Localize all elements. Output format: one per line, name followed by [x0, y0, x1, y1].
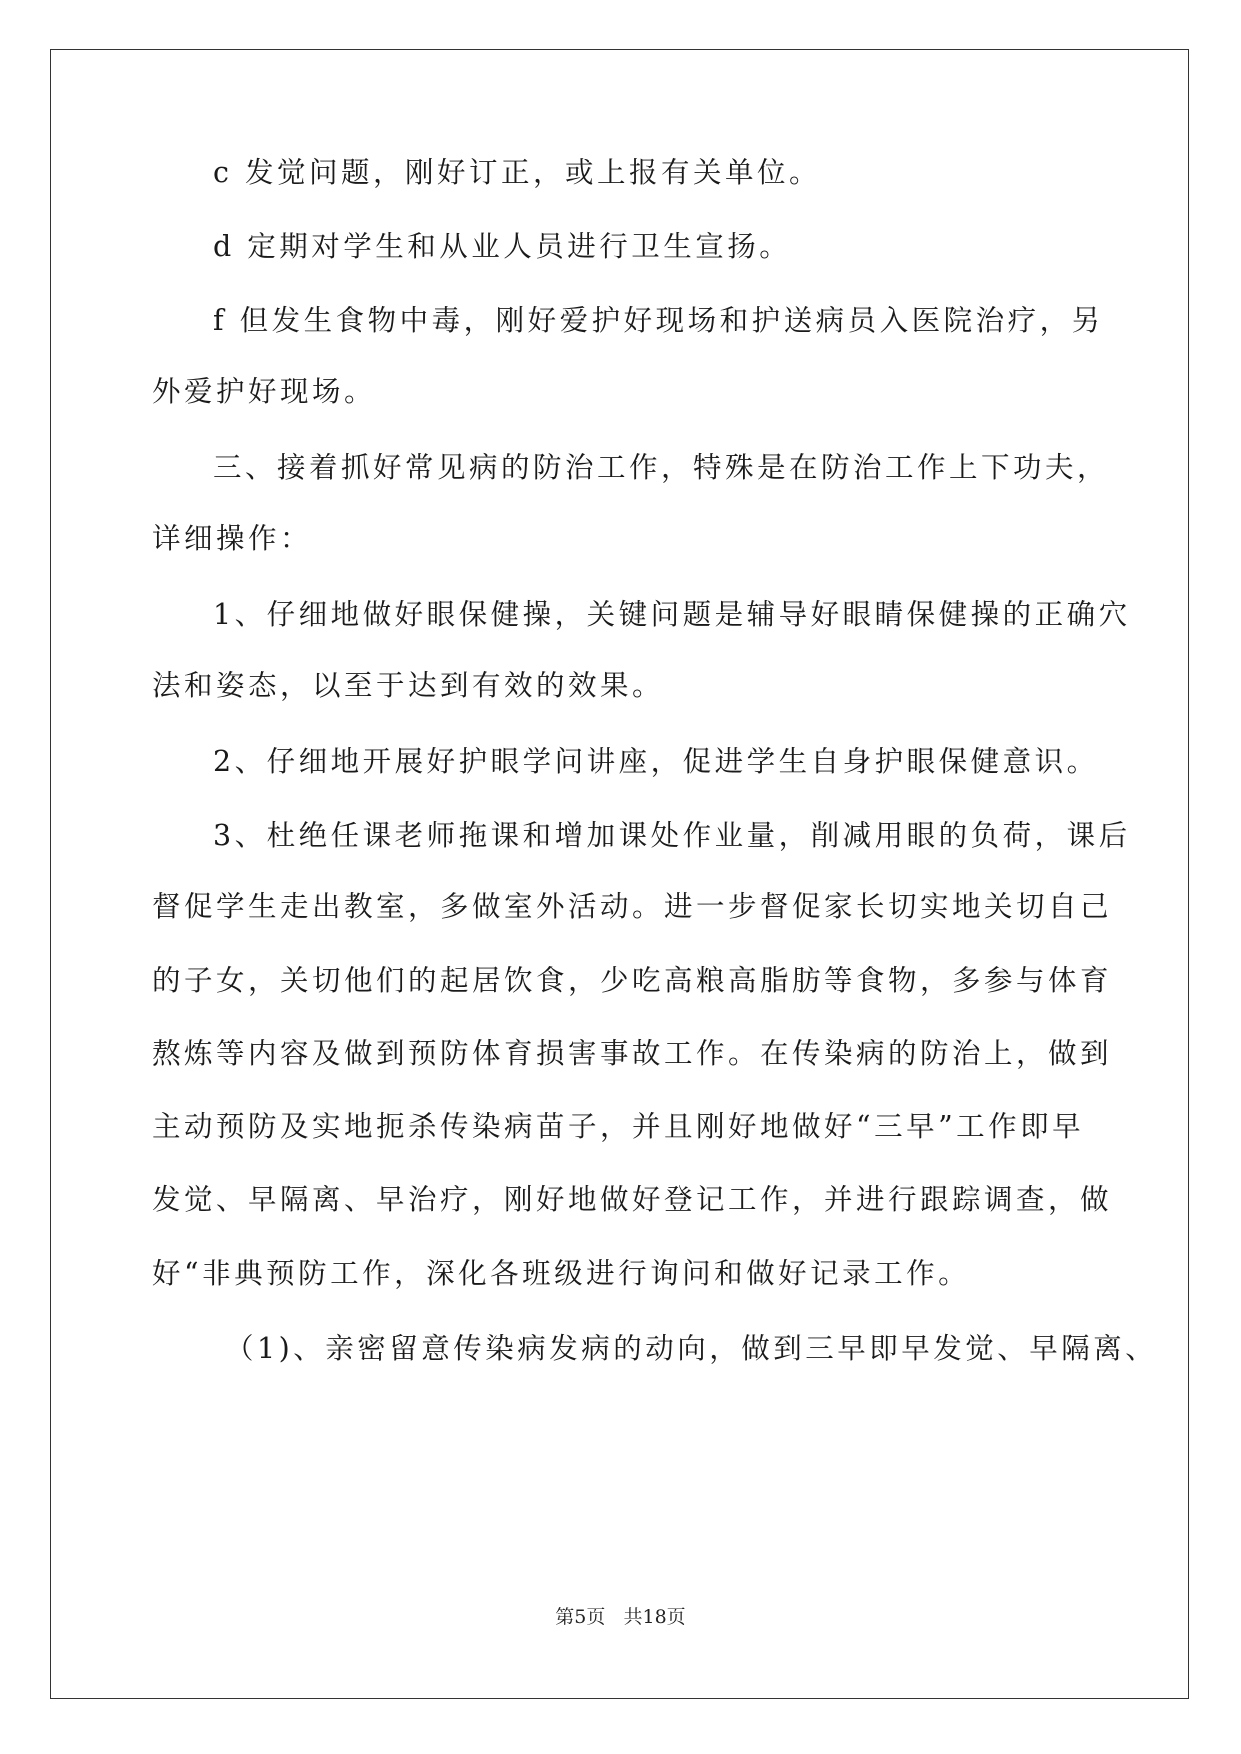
text-line: d 定期对学生和从业人员进行卫生宣扬。 — [213, 230, 792, 263]
text-line: 法和姿态，以至于达到有效的效果。 — [152, 669, 665, 702]
text-line: （1)、亲密留意传染病发病的动向，做到三早即早发觉、早隔离、 — [225, 1332, 1158, 1365]
text-line: 熬炼等内容及做到预防体育损害事故工作。在传染病的防治上，做到 — [152, 1037, 1113, 1070]
text-line: 发觉、早隔离、早治疗，刚好地做好登记工作，并进行跟踪调查，做 — [152, 1183, 1113, 1216]
text-line: 详细操作： — [152, 522, 313, 555]
page-border — [50, 49, 1189, 1699]
text-line: 三、接着抓好常见病的防治工作，特殊是在防治工作上下功夫， — [213, 451, 1110, 484]
text-line: c 发觉问题，刚好订正，或上报有关单位。 — [213, 156, 822, 189]
page-footer: 第5页 共18页 — [555, 1606, 686, 1628]
text-line: 主动预防及实地扼杀传染病苗子，并且刚好地做好“三早”工作即早 — [152, 1110, 1085, 1143]
text-line: 督促学生走出教室，多做室外活动。进一步督促家长切实地关切自己 — [152, 890, 1113, 923]
text-line: 的子女，关切他们的起居饮食，少吃高粮高脂肪等食物，多参与体育 — [152, 964, 1113, 997]
text-line: 3、杜绝任课老师拖课和增加课处作业量，削减用眼的负荷，课后 — [213, 819, 1131, 852]
text-line: 1、仔细地做好眼保健操，关键问题是辅导好眼睛保健操的正确穴 — [213, 598, 1131, 631]
text-line: 2、仔细地开展好护眼学问讲座，促进学生自身护眼保健意识。 — [213, 745, 1099, 778]
text-line: f 但发生食物中毒，刚好爱护好现场和护送病员入医院治疗，另 — [213, 304, 1104, 337]
text-line: 好“非典预防工作，深化各班级进行询问和做好记录工作。 — [152, 1257, 971, 1290]
text-line: 外爱护好现场。 — [152, 375, 377, 408]
